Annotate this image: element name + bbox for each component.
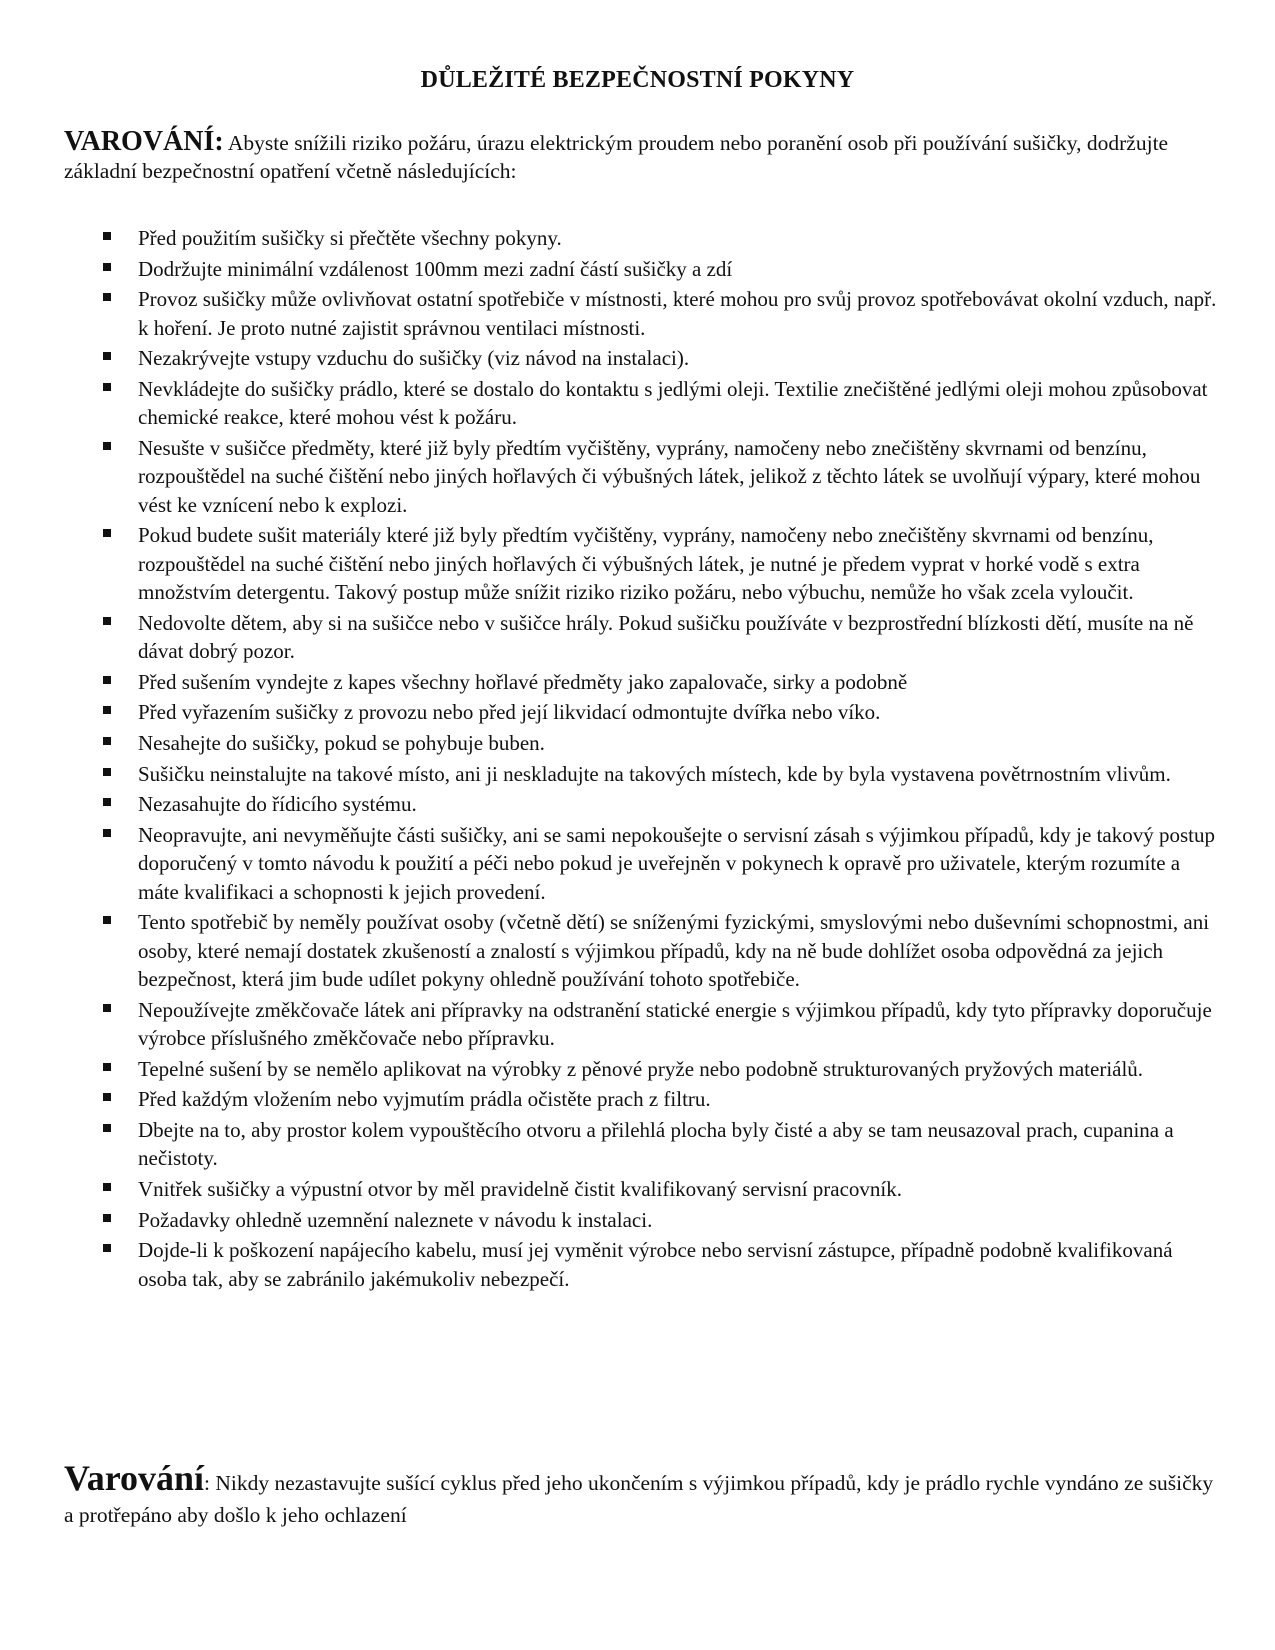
list-item-text: Nezakrývejte vstupy vzduchu do sušičky (viz návod na instalaci).	[138, 346, 690, 371]
list-item-text: Nevkládejte do sušičky prádlo, které se dostalo do kontaktu s jedlými oleji. Textilie znečištěné jedlými oleji mohou způsobovat chemické reakce, které mohou vést k požáru.	[138, 377, 1208, 430]
list-item-text: Před každým vložením nebo vyjmutím prádla očistěte prach z filtru.	[138, 1087, 711, 1112]
list-item	[64, 609, 1224, 666]
list-item-text: Tepelné sušení by se nemělo aplikovat na výrobky z pěnové pryže nebo podobně strukturovaných pryžových materiálů.	[138, 1056, 1144, 1081]
list-item	[64, 1116, 1224, 1173]
bullet-square-icon	[103, 232, 111, 240]
bullet-square-icon	[103, 706, 111, 714]
bullet-square-icon	[103, 1214, 111, 1222]
intro-warning-text: Abyste snížili riziko požáru, úrazu elektrickým proudem nebo poranění osob při používání sušičky, dodržujte základní bezpečnostní opatření včetně následujících:	[64, 131, 1169, 183]
bullet-square-icon	[103, 829, 111, 837]
list-item-text: Vnitřek sušičky a výpustní otvor by měl pravidelně čistit kvalifikovaný servisní pracovník.	[138, 1176, 903, 1201]
list-item	[64, 760, 1224, 788]
list-item	[64, 224, 1224, 252]
list-item	[64, 790, 1224, 818]
bullet-square-icon	[103, 529, 111, 537]
list-item	[64, 996, 1224, 1053]
bullet-square-icon	[103, 768, 111, 776]
bullet-square-icon	[103, 916, 111, 924]
list-item	[64, 375, 1224, 432]
list-item-text: Před sušením vyndejte z kapes všechny hořlavé předměty jako zapalovače, sirky a podobně	[138, 669, 908, 694]
list-item-text: Dodržujte minimální vzdálenost 100mm mezi zadní částí sušičky a zdí	[138, 256, 733, 281]
closing-warning	[64, 1458, 1224, 1531]
list-item	[64, 1055, 1224, 1083]
list-item	[64, 1236, 1224, 1293]
list-item	[64, 729, 1224, 757]
list-item	[64, 1206, 1224, 1234]
bullet-square-icon	[103, 1183, 111, 1191]
bullet-square-icon	[103, 383, 111, 391]
list-item	[64, 908, 1224, 993]
bullet-square-icon	[103, 798, 111, 806]
bullet-square-icon	[103, 293, 111, 301]
bullet-square-icon	[103, 263, 111, 271]
list-item	[64, 698, 1224, 726]
list-item	[64, 344, 1224, 372]
list-item-text: Provoz sušičky může ovlivňovat ostatní spotřebiče v místnosti, které mohou pro svůj provoz spotřebovávat okolní vzduch, např. k hoření. Je proto nutné zajistit správnou ventilaci místnosti.	[138, 287, 1217, 340]
list-item-text: Nedovolte dětem, aby si na sušičce nebo v sušičce hrály. Pokud sušičku používáte v bezprostřední blízkosti dětí, musíte na ně dávat dobrý pozor.	[138, 610, 1194, 663]
list-item-text: Před vyřazením sušičky z provozu nebo před její likvidací odmontujte dvířka nebo víko.	[138, 700, 881, 725]
list-item-text: Dbejte na to, aby prostor kolem vypouštěcího otvoru a přilehlá plocha byly čisté a aby se tam neusazoval prach, cupanina a nečistoty.	[138, 1117, 1174, 1171]
closing-warning-text: : Nikdy nezastavujte sušící cyklus před jeho ukončením s výjimkou případů, kdy je prádlo rychle vyndáno ze sušičky a protřepáno aby došlo k jeho ochlazení	[64, 1471, 1214, 1527]
bullet-square-icon	[103, 737, 111, 745]
bullet-square-icon	[103, 1063, 111, 1071]
page-title: DŮLEŽITÉ BEZPEČNOSTNÍ POKYNY	[420, 67, 855, 93]
bullet-square-icon	[103, 1244, 111, 1252]
safety-rules-list	[64, 224, 1224, 1295]
bullet-square-icon	[103, 617, 111, 625]
list-item-text: Tento spotřebič by neměly používat osoby (včetně dětí) se sníženými fyzickými, smyslovými nebo duševními schopnostmi, ani osoby, které nemají dostatek zkušeností a znalostí s výjimkou případů, kdy na ně bude dohlížet osoba odpovědná za jejich bezpečnost, která jim bude udílet pokyny ohledně používání tohoto spotřebiče.	[138, 910, 1210, 991]
list-item	[64, 434, 1224, 519]
list-item-text: Nepoužívejte změkčovače látek ani přípravky na odstranění statické energie s výjimkou případů, kdy tyto přípravky doporučuje výrobce příslušného změkčovače nebo přípravku.	[138, 997, 1212, 1050]
list-item	[64, 255, 1224, 283]
list-item-text: Nezasahujte do řídicího systému.	[138, 792, 417, 817]
closing-warning-label: Varování	[64, 1458, 205, 1498]
list-item	[64, 521, 1224, 606]
list-item-text: Dojde-li k poškození napájecího kabelu, musí jej vyměnit výrobce nebo servisní zástupce, případně podobně kvalifikovaná osoba tak, aby se zabránilo jakémukoliv nebezpečí.	[138, 1238, 1173, 1291]
intro-warning-label: VAROVÁNÍ:	[64, 126, 224, 157]
list-item	[64, 1085, 1224, 1113]
list-item	[64, 1175, 1224, 1203]
list-item-text: Požadavky ohledně uzemnění naleznete v návodu k instalaci.	[138, 1207, 653, 1232]
list-item-text: Sušičku neinstalujte na takové místo, ani ji neskladujte na takových místech, kde by byla vystavena povětrnostním vlivům.	[138, 761, 1171, 786]
list-item-text: Neopravujte, ani nevyměňujte části sušičky, ani se sami nepokoušejte o servisní zásah s výjimkou případů, kdy je takový postup doporučený v tomto návodu k použití a péči nebo pokud je uveřejněn v pokynech k opravě pro uživatele, kterým rozumíte a máte kvalifikaci a schopnosti k jejich provedení.	[138, 823, 1215, 904]
list-item	[64, 668, 1224, 696]
list-item-text: Nesahejte do sušičky, pokud se pohybuje buben.	[138, 730, 545, 755]
bullet-square-icon	[103, 1093, 111, 1101]
bullet-square-icon	[103, 676, 111, 684]
bullet-square-icon	[103, 1124, 111, 1132]
bullet-square-icon	[103, 352, 111, 360]
list-item-text: Pokud budete sušit materiály které již byly předtím vyčištěny, vyprány, namočeny nebo znečištěny skvrnami od benzínu, rozpouštědel na suché čištění nebo jiných hořlavých či výbušných látek, je nutné je předem vyprat v horké vodě s extra množstvím detergentu. Takový postup může snížit riziko riziko požáru, nebo výbuchu, nemůže ho však zcela vyloučit.	[138, 523, 1154, 604]
list-item-text: Nesušte v sušičce předměty, které již byly předtím vyčištěny, vyprány, namočeny nebo znečištěny skvrnami od benzínu, rozpouštědel na suché čištění nebo jiných hořlavých či výbušných látek, jelikož z těchto látek se uvolňují výpary, které mohou vést ke vznícení nebo k explozi.	[138, 436, 1201, 517]
list-item	[64, 821, 1224, 906]
bullet-square-icon	[103, 1004, 111, 1012]
intro-warning	[64, 128, 1224, 185]
list-item	[64, 285, 1224, 342]
bullet-square-icon	[103, 442, 111, 450]
list-item-text: Před použitím sušičky si přečtěte všechny pokyny.	[138, 226, 562, 250]
